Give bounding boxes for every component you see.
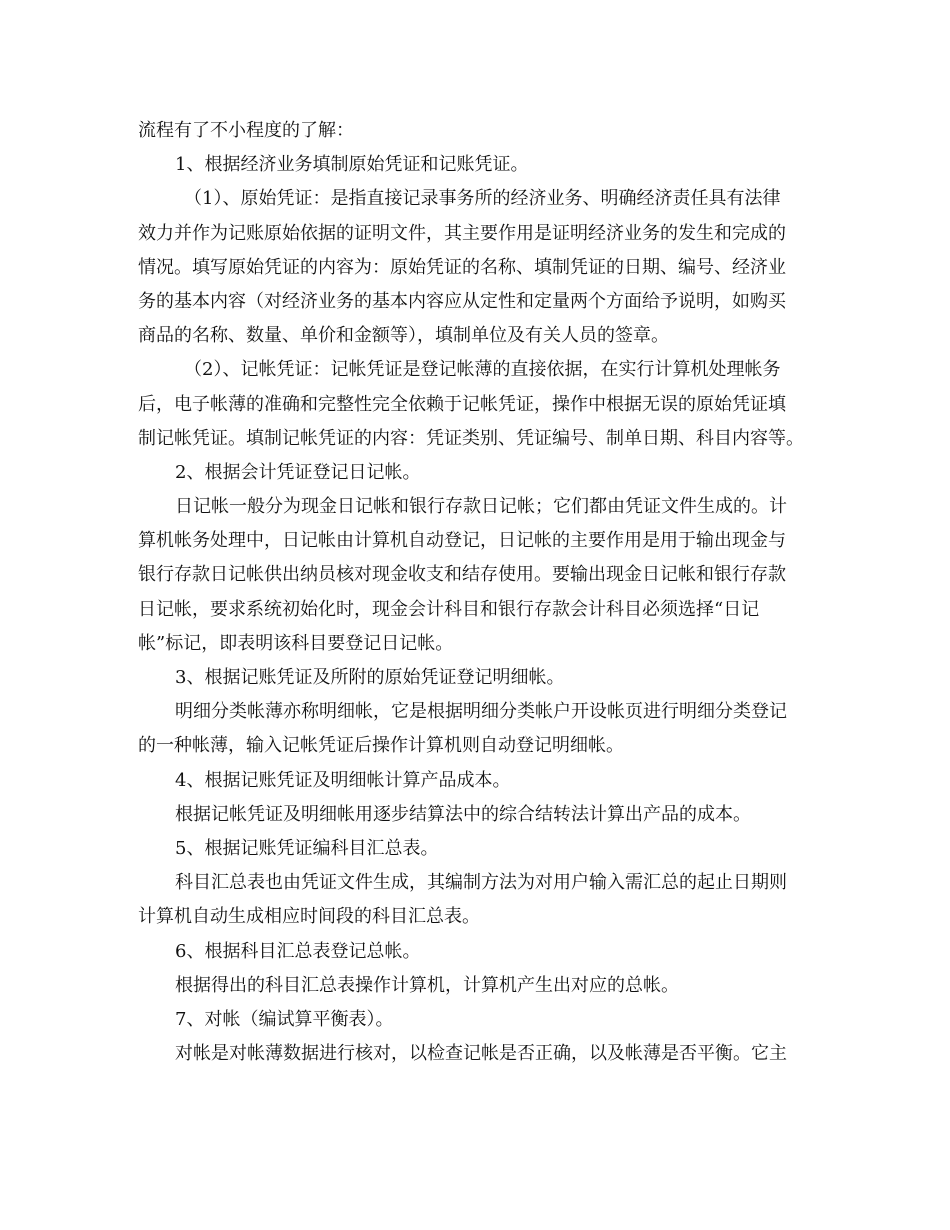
text-line: 效力并作为记账原始依据的证明文件，其主要作用是证明经济业务的发生和完成的	[138, 222, 786, 244]
text-line: 制记帐凭证。填制记帐凭证的内容：凭证类别、凭证编号、制单日期、科目内容等。	[138, 427, 804, 449]
section-heading: 1、根据经济业务填制原始凭证和记账凭证。	[175, 154, 529, 176]
text-line: 情况。填写原始凭证的内容为：原始凭证的名称、填制凭证的日期、编号、经济业	[138, 256, 786, 278]
text-line: 后，电子帐薄的准确和完整性完全依赖于记帐凭证，操作中根据无误的原始凭证填	[138, 393, 786, 415]
section-heading: 7、对帐（编试算平衡表）。	[175, 1008, 394, 1030]
body-text	[138, 114, 822, 1071]
section-heading: 5、根据记账凭证编科目汇总表。	[175, 837, 439, 859]
text-line: 日记帐一般分为现金日记帐和银行存款日记帐；它们都由凭证文件生成的。计	[175, 496, 787, 518]
text-line: 商品的名称、数量、单价和金额等），填制单位及有关人员的签章。	[138, 325, 669, 347]
text-line: 根据得出的科目汇总表操作计算机，计算机产生出对应的总帐。	[175, 974, 679, 996]
section-heading: 2、根据会计凭证登记日记帐。	[175, 461, 421, 483]
text-line: 银行存款日记帐供出纳员核对现金收支和结存使用。要输出现金日记帐和银行存款	[138, 564, 786, 586]
text-line: 流程有了不小程度的了解：	[138, 120, 354, 141]
text-line: 帐”标记，即表明该科目要登记日记帐。	[138, 632, 454, 654]
text-line: （1）、原始凭证：是指直接记录事务所的经济业务、明确经济责任具有法律	[184, 188, 781, 210]
text-line: 科目汇总表也由凭证文件生成，其编制方法为对用户输入需汇总的起止日期则	[175, 872, 787, 894]
text-line: 日记帐，要求系统初始化时，现金会计科目和银行存款会计科目必须选择“日记	[138, 598, 760, 620]
text-line: 对帐是对帐薄数据进行核对，以检查记帐是否正确，以及帐薄是否平衡。它主	[175, 1043, 787, 1065]
section-heading: 3、根据记账凭证及所附的原始凭证登记明细帐。	[175, 667, 565, 688]
text-line: 的一种帐薄，输入记帐凭证后操作计算机则自动登记明细帐。	[138, 735, 624, 757]
text-line: 根据记帐凭证及明细帐用逐步结算法中的综合结转法计算出产品的成本。	[175, 803, 751, 825]
text-line: 明细分类帐薄亦称明细帐，它是根据明细分类帐户开设帐页进行明细分类登记	[175, 701, 787, 723]
text-line: 计算机自动生成相应时间段的科目汇总表。	[138, 906, 480, 928]
section-heading: 4、根据记账凭证及明细帐计算产品成本。	[175, 769, 511, 791]
text-line: （2）、记帐凭证：记帐凭证是登记帐薄的直接依据，在实行计算机处理帐务	[184, 359, 781, 381]
section-heading: 6、根据科目汇总表登记总帐。	[175, 940, 421, 962]
text-line: 算机帐务处理中，日记帐由计算机自动登记，日记帐的主要作用是用于输出现金与	[138, 530, 786, 552]
text-line: 务的基本内容（对经济业务的基本内容应从定性和定量两个方面给予说明，如购买	[138, 290, 786, 312]
